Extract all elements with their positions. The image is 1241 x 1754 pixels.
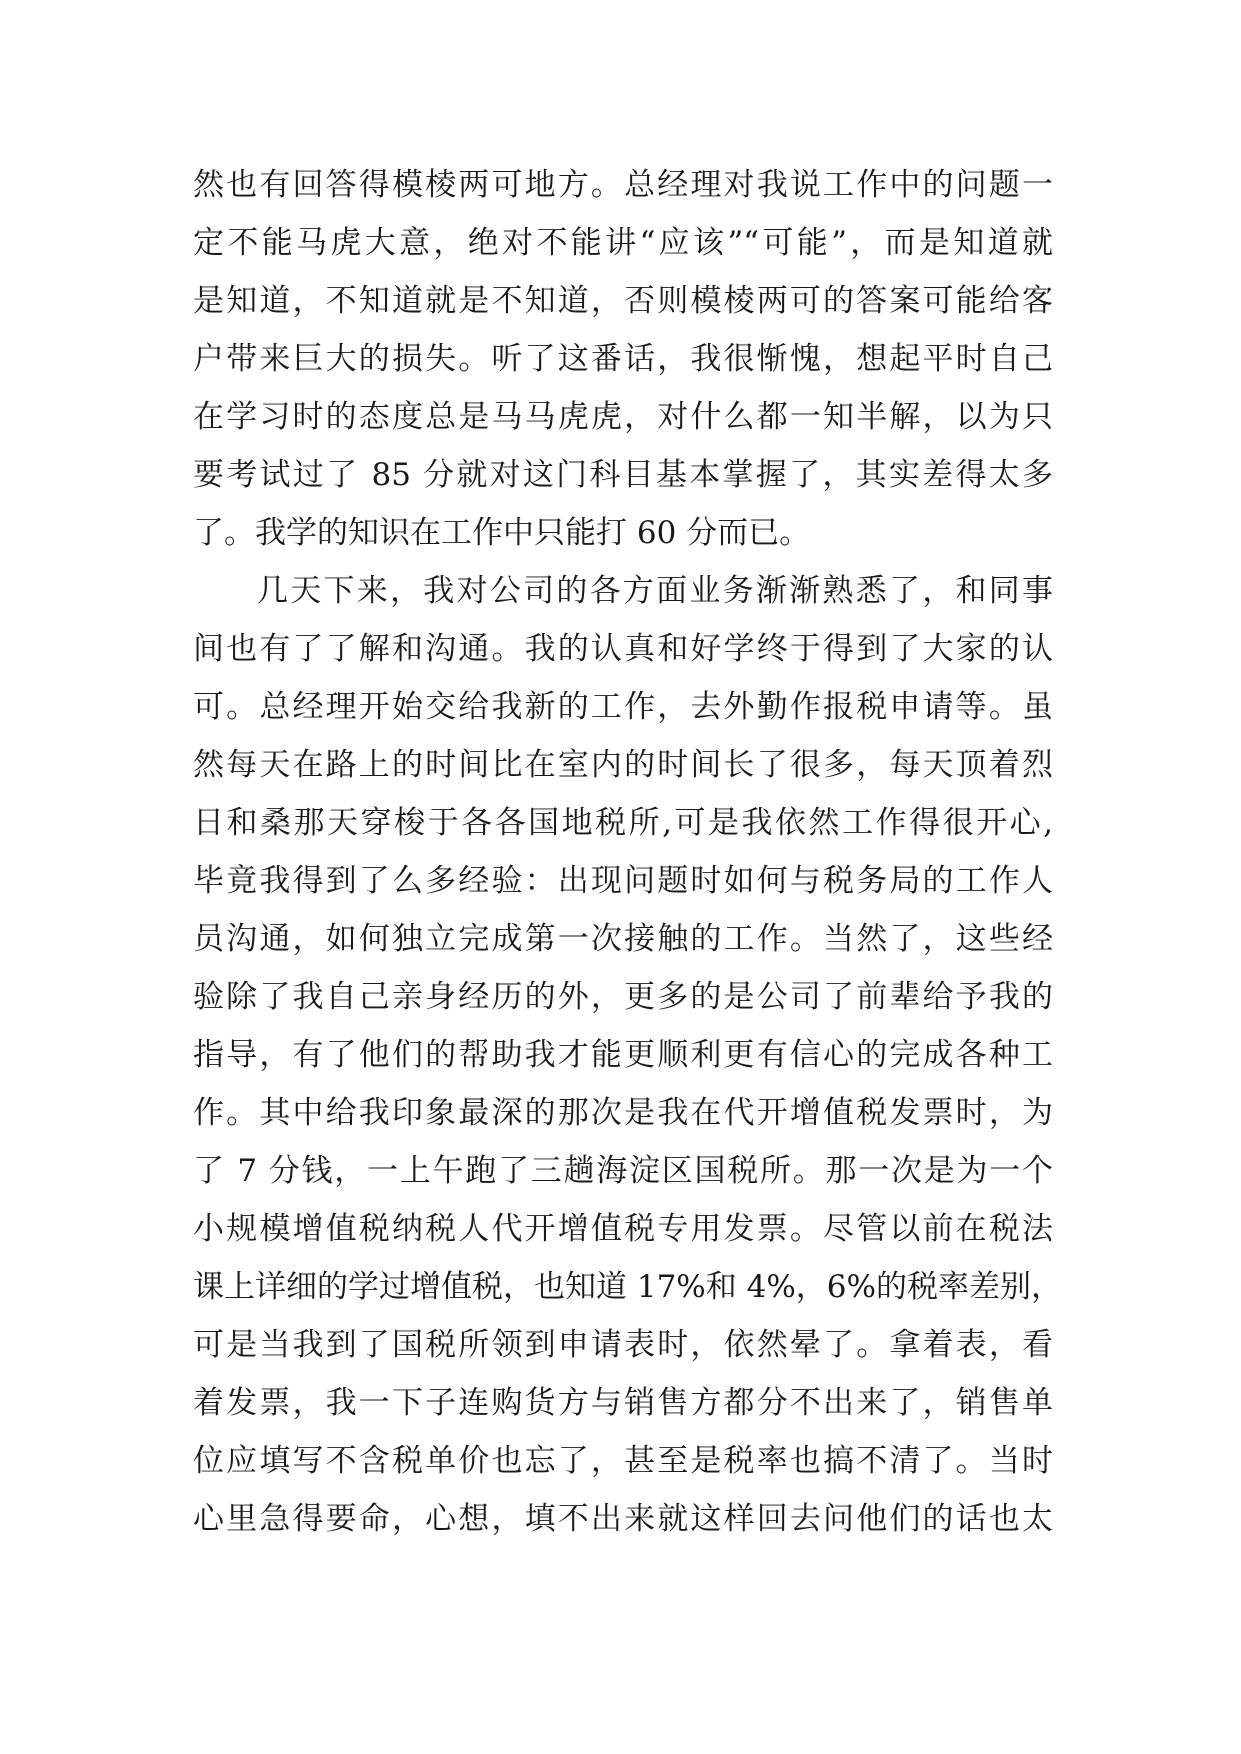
text-line: 员沟通，如何独立完成第一次接触的工作。当然了，这些经 <box>193 921 1053 957</box>
text-line: 间也有了了解和沟通。我的认真和好学终于得到了大家的认 <box>193 631 1053 667</box>
text-line: 了 7 分钱，一上午跑了三趟海淀区国税所。那一次是为一个 <box>193 1153 1053 1189</box>
text-line: 可。总经理开始交给我新的工作，去外勤作报税申请等。虽 <box>193 689 1053 725</box>
text-line: 可是当我到了国税所领到申请表时，依然晕了。拿着表，看 <box>193 1327 1053 1363</box>
text-line: 日和桑那天穿梭于各各国地税所,可是我依然工作得很开心, <box>193 805 1053 841</box>
text-line: 作。其中给我印象最深的那次是我在代开增值税发票时，为 <box>193 1095 1053 1131</box>
text-line: 要考试过了 85 分就对这门科目基本掌握了，其实差得太多 <box>193 457 1053 493</box>
text-line: 是知道，不知道就是不知道，否则模棱两可的答案可能给客 <box>193 283 1053 319</box>
text-line: 了。我学的知识在工作中只能打 60 分而已。 <box>193 515 811 551</box>
text-line: 课上详细的学过增值税，也知道 17%和 4%，6%的税率差别， <box>193 1269 1062 1305</box>
text-line: 户带来巨大的损失。听了这番话，我很惭愧，想起平时自己 <box>193 341 1053 377</box>
text-line: 然也有回答得模棱两可地方。总经理对我说工作中的问题一 <box>193 167 1053 203</box>
text-line: 在学习时的态度总是马马虎虎，对什么都一知半解，以为只 <box>193 399 1053 435</box>
text-line: 几天下来，我对公司的各方面业务渐渐熟悉了，和同事 <box>257 573 1053 609</box>
text-line: 然每天在路上的时间比在室内的时间长了很多，每天顶着烈 <box>193 747 1053 783</box>
text-line <box>193 1548 1053 1606</box>
text-line: 位应填写不含税单价也忘了，甚至是税率也搞不清了。当时 <box>193 1443 1053 1479</box>
text-line: 着发票，我一下子连购货方与销售方都分不出来了，销售单 <box>193 1385 1053 1421</box>
text-line: 毕竟我得到了么多经验：出现问题时如何与税务局的工作人 <box>193 863 1053 899</box>
text-line: 心里急得要命，心想，填不出来就这样回去问他们的话也太 <box>193 1501 1053 1537</box>
text-line: 验除了我自己亲身经历的外，更多的是公司了前辈给予我的 <box>193 979 1053 1015</box>
body-text <box>193 156 1062 1606</box>
text-line: 小规模增值税纳税人代开增值税专用发票。尽管以前在税法 <box>193 1211 1053 1247</box>
text-line: 指导，有了他们的帮助我才能更顺利更有信心的完成各种工 <box>193 1037 1053 1073</box>
text-line: 定不能马虎大意，绝对不能讲“应该”“可能”，而是知道就 <box>193 225 1053 261</box>
